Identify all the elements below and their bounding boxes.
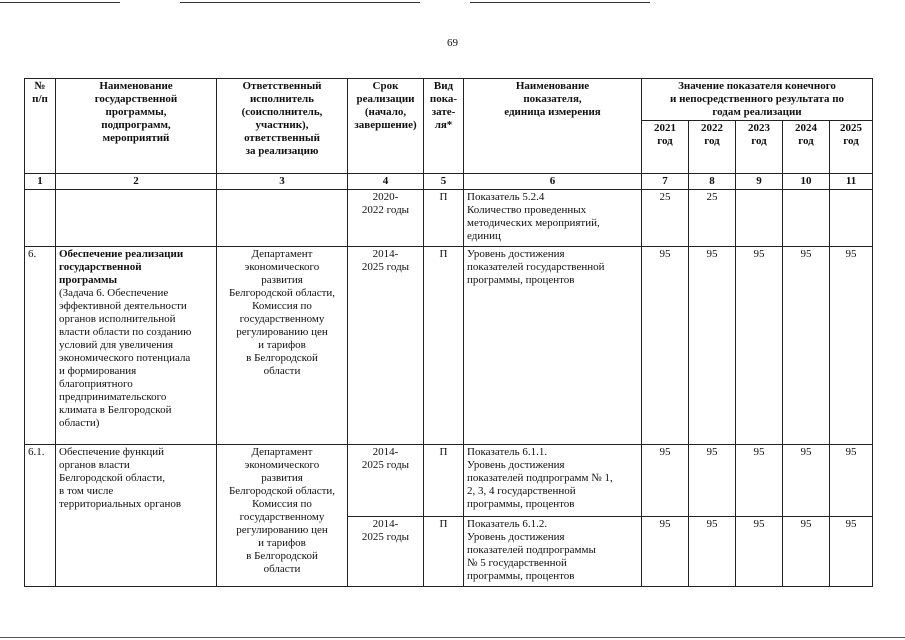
cell-kind: П [424, 445, 464, 517]
cell-value-2023: 95 [736, 445, 783, 517]
cell-value-2021: 95 [642, 445, 689, 517]
table-row [25, 190, 873, 247]
cell-value-2022: 95 [689, 445, 736, 517]
cell-kind: П [424, 247, 464, 445]
cell-value-2021: 95 [642, 517, 689, 587]
name-rest: (Задача 6. Обеспечение эффективной деятельности органов исполнительной власти области по созданию условий для увеличения экономического потенциала и формирования благоприятного предпринимательского климата в Белгородской области) [59, 287, 192, 429]
cell-term: 2014- 2025 годы [348, 445, 424, 517]
cell-kind: П [424, 517, 464, 587]
page-number: 69 [447, 37, 458, 49]
name-bold: Обеспечение реализации государственной программы [59, 248, 184, 286]
column-numbers-row [25, 174, 873, 190]
cell-value-2025 [830, 190, 873, 247]
header-term: Срок реализации (начало, завершение) [348, 79, 424, 174]
column-number: 1 [25, 174, 56, 190]
cell-value-2022: 95 [689, 517, 736, 587]
header-indicator: Наименование показателя, единица измерения [464, 79, 642, 174]
cell-value-2023 [736, 190, 783, 247]
scan-edge-line [0, 637, 905, 638]
header-no: № п/п [25, 79, 56, 174]
column-number: 2 [56, 174, 217, 190]
cell-name: Обеспечение функций органов власти Белгородской области, в том числе территориальных органов [56, 445, 217, 587]
cell-value-2024: 95 [783, 247, 830, 445]
header-year-2022: 2022 год [689, 121, 736, 174]
cell-value-2022: 25 [689, 190, 736, 247]
cell-value-2025: 95 [830, 247, 873, 445]
header-year-2021: 2021 год [642, 121, 689, 174]
header-kind: Вид пока- зате- ля* [424, 79, 464, 174]
cell-term: 2014- 2025 годы [348, 247, 424, 445]
header-name: Наименование государственной программы, подпрограмм, мероприятий [56, 79, 217, 174]
cell-no: 6.1. [25, 445, 56, 587]
cell-value-2021: 25 [642, 190, 689, 247]
indicators-table [24, 78, 873, 587]
cell-value-2024: 95 [783, 517, 830, 587]
cell-value-2025: 95 [830, 517, 873, 587]
table-row [25, 445, 873, 517]
column-number: 11 [830, 174, 873, 190]
cell-name [56, 190, 217, 247]
scan-edge-line [0, 2, 120, 3]
cell-value-2025: 95 [830, 445, 873, 517]
column-number: 3 [217, 174, 348, 190]
cell-name [56, 247, 217, 445]
column-number: 4 [348, 174, 424, 190]
scan-edge-line [180, 2, 420, 3]
cell-executor [217, 190, 348, 247]
cell-value-2024: 95 [783, 445, 830, 517]
cell-indicator: Показатель 6.1.2. Уровень достижения показателей подпрограммы № 5 государственной программы, процентов [464, 517, 642, 587]
cell-indicator: Показатель 6.1.1. Уровень достижения показателей подпрограмм № 1, 2, 3, 4 государственной программы, процентов [464, 445, 642, 517]
column-number: 7 [642, 174, 689, 190]
table-row [25, 247, 873, 445]
scan-edge-line [470, 2, 650, 3]
cell-term: 2014- 2025 годы [348, 517, 424, 587]
cell-executor: Департамент экономического развития Белгородской области, Комиссия по государственному регулированию цен и тарифов в Белгородской области [217, 247, 348, 445]
header-year-2024: 2024 год [783, 121, 830, 174]
header-year-2025: 2025 год [830, 121, 873, 174]
cell-kind: П [424, 190, 464, 247]
column-number: 6 [464, 174, 642, 190]
header-executor: Ответственный исполнитель (соисполнитель, участник), ответственный за реализацию [217, 79, 348, 174]
header-values-group: Значение показателя конечного и непосредственного результата по годам реализации [642, 79, 873, 121]
cell-executor: Департамент экономического развития Белгородской области, Комиссия по государственному регулированию цен и тарифов в Белгородской области [217, 445, 348, 587]
header-year-2023: 2023 год [736, 121, 783, 174]
cell-value-2023: 95 [736, 517, 783, 587]
column-number: 5 [424, 174, 464, 190]
cell-value-2023: 95 [736, 247, 783, 445]
column-number: 10 [783, 174, 830, 190]
cell-no [25, 190, 56, 247]
cell-value-2021: 95 [642, 247, 689, 445]
column-number: 9 [736, 174, 783, 190]
cell-indicator: Показатель 5.2.4 Количество проведенных методических мероприятий, единиц [464, 190, 642, 247]
cell-value-2024 [783, 190, 830, 247]
cell-value-2022: 95 [689, 247, 736, 445]
cell-term: 2020- 2022 годы [348, 190, 424, 247]
cell-indicator: Уровень достижения показателей государственной программы, процентов [464, 247, 642, 445]
cell-no: 6. [25, 247, 56, 445]
column-number: 8 [689, 174, 736, 190]
